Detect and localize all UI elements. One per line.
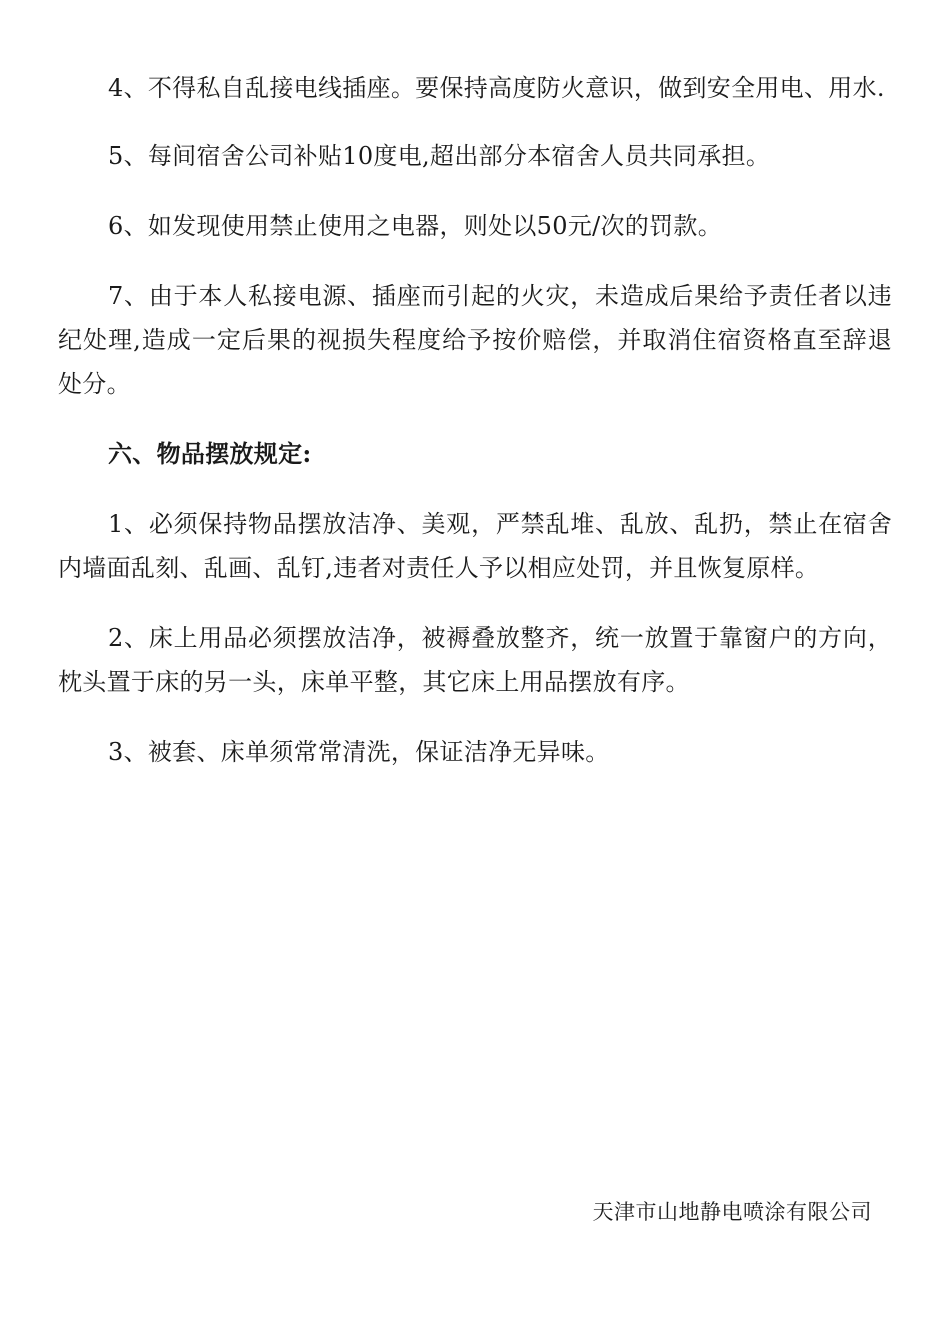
document-body	[58, 66, 892, 800]
rule-item-6: 6、如发现使用禁止使用之电器，则处以50元/次的罚款。	[108, 212, 722, 240]
placement-rule-3: 3、被套、床单须常常清洗，保证洁净无异味。	[108, 738, 610, 766]
placement-rule-2: 2、床上用品必须摆放洁净，被褥叠放整齐，统一放置于靠窗户的方向，枕头置于床的另一头，床单平整，其它床上用品摆放有序。	[58, 624, 892, 696]
rule-item-5: 5、每间宿舍公司补贴10度电,超出部分本宿舍人员共同承担。	[108, 142, 771, 170]
section-heading: 六、物品摆放规定:	[108, 439, 312, 468]
placement-rule-1: 1、必须保持物品摆放洁净、美观，严禁乱堆、乱放、乱扔，禁止在宿舍内墙面乱刻、乱画、乱钉,违者对责任人予以相应处罚，并且恢复原样。	[58, 510, 892, 582]
company-signature: 天津市山地静电喷涂有限公司	[592, 1200, 872, 1224]
rule-item-4: 4、不得私自乱接电线插座。要保持高度防火意识，做到安全用电、用水.	[108, 74, 885, 102]
rule-item-7: 7、由于本人私接电源、插座而引起的火灾，未造成后果给予责任者以违纪处理,造成一定后果的视损失程度给予按价赔偿，并取消住宿资格直至辞退处分。	[58, 282, 892, 398]
